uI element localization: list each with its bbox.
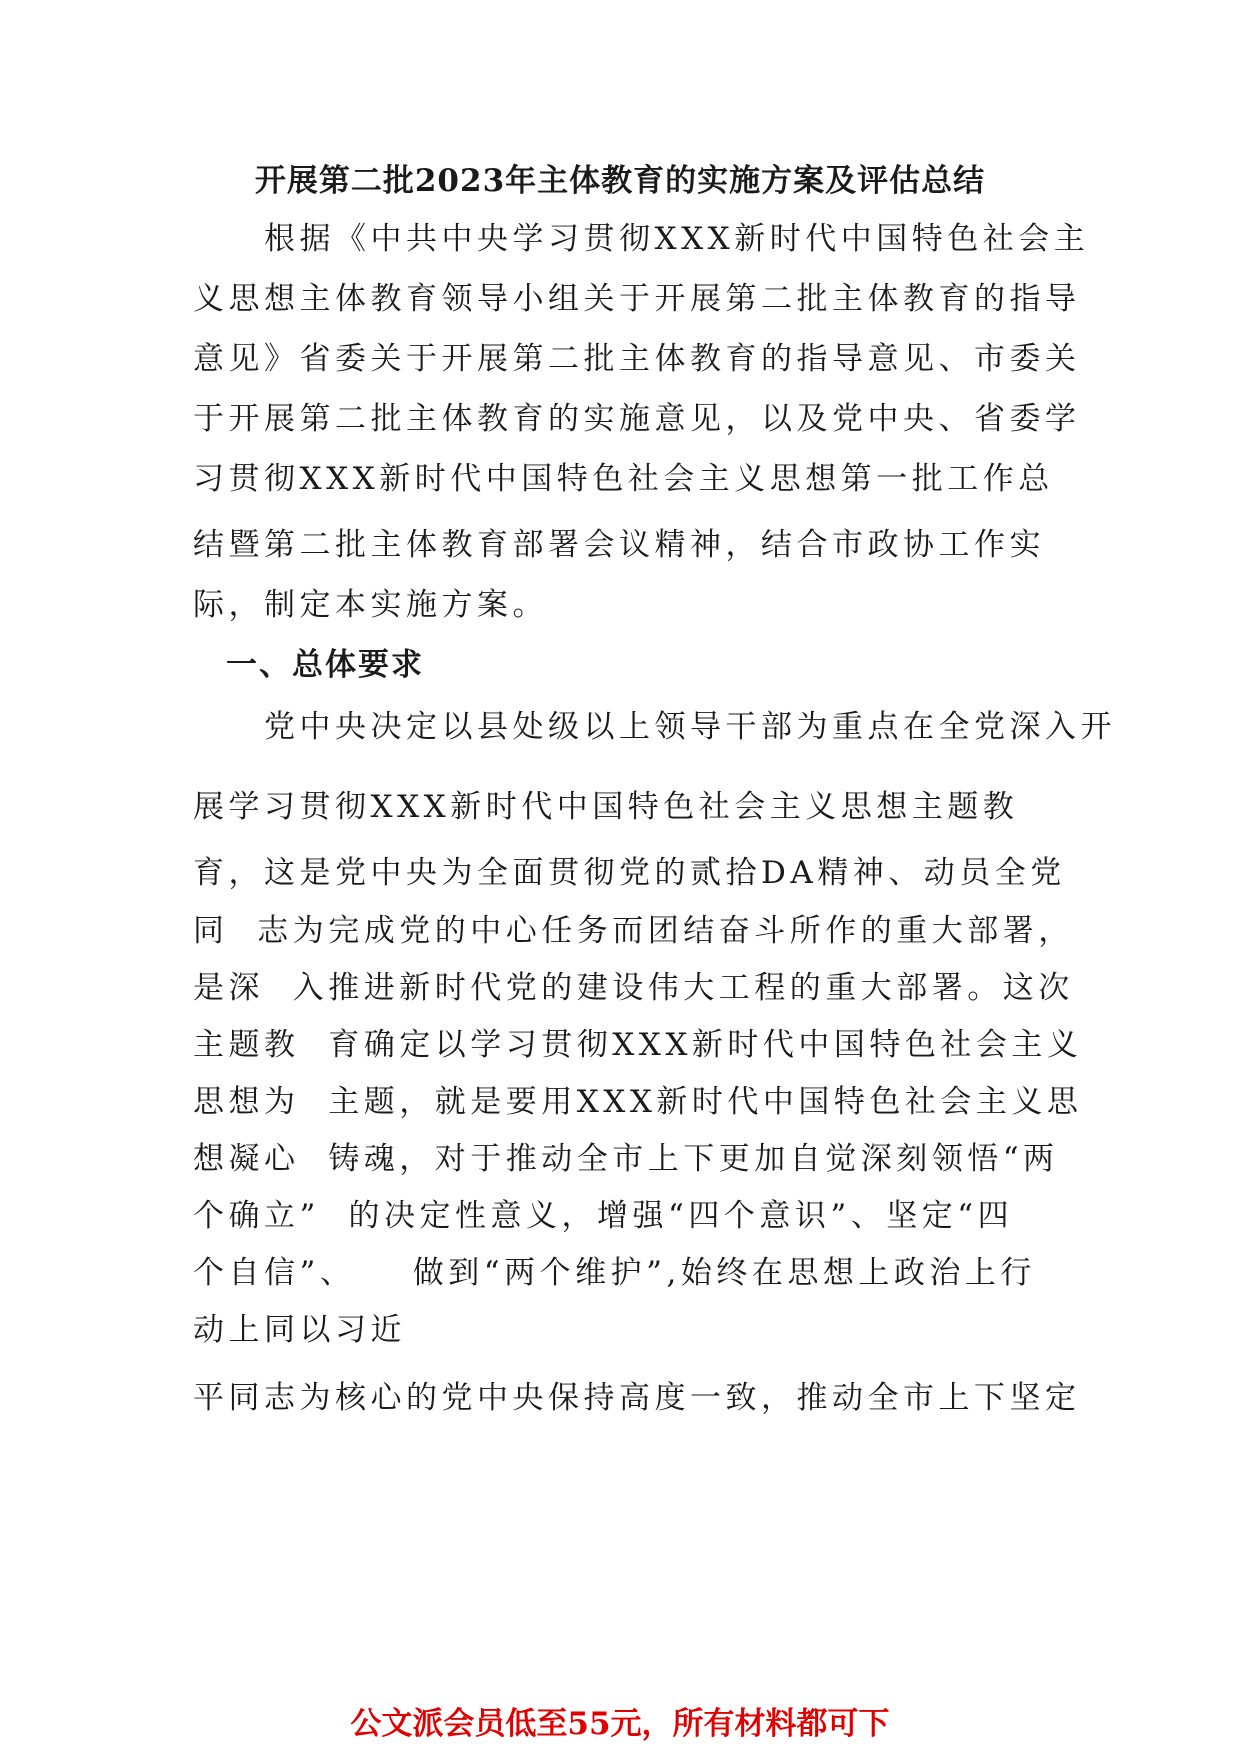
paragraph-line: 意见》省委关于开展第二批主体教育的指导意见、市委关 <box>193 341 1081 377</box>
paragraph-line: 结暨第二批主体教育部署会议精神，结合市政协工作实 <box>193 527 1045 563</box>
paragraph-line: 动上同以习近 <box>193 1312 406 1348</box>
paragraph-line: 同 志为完成党的中心任务而团结奋斗所作的重大部署， <box>193 913 1074 949</box>
paragraph-line: 个自信”、 做到“两个维护”,始终在思想上政治上行 <box>193 1255 1036 1291</box>
paragraph-line: 党中央决定以县处级以上领导干部为重点在全党深入开 <box>193 709 1116 745</box>
paragraph-line: 根据《中共中央学习贯彻XXX新时代中国特色社会主 <box>193 221 1090 257</box>
section-heading: 一、总体要求 <box>193 647 424 683</box>
paragraph-line: 际，制定本实施方案。 <box>193 587 548 623</box>
paragraph-line: 义思想主体教育领导小组关于开展第二批主体教育的指导 <box>193 281 1081 317</box>
paragraph-line: 是深 入推进新时代党的建设伟大工程的重大部署。这次 <box>193 970 1074 1006</box>
paragraph-line: 平同志为核心的党中央保持高度一致，推动全市上下坚定 <box>193 1380 1081 1416</box>
paragraph-line: 主题教 育确定以学习贯彻XXX新时代中国特色社会主义 <box>193 1027 1083 1063</box>
paragraph-line: 于开展第二批主体教育的实施意见，以及党中央、省委学 <box>193 401 1081 437</box>
paragraph-line: 习贯彻XXX新时代中国特色社会主义思想第一批工作总 <box>193 461 1054 497</box>
paragraph-line: 育，这是党中央为全面贯彻党的贰拾DA精神、动员全党 <box>193 855 1066 891</box>
paragraph-line: 展学习贯彻XXX新时代中国特色社会主义思想主题教 <box>193 789 1019 825</box>
paragraph-line: 个确立” 的决定性意义，增强“四个意识”、坚定“四 <box>193 1198 1014 1234</box>
promo-footer: 公文派会员低至55元，所有材料都可下 <box>350 1706 890 1742</box>
paragraph-line: 想凝心 铸魂，对于推动全市上下更加自觉深刻领悟“两 <box>193 1141 1059 1177</box>
paragraph-line: 思想为 主题，就是要用XXX新时代中国特色社会主义思 <box>193 1084 1083 1120</box>
document-title: 开展第二批2023年主体教育的实施方案及评估总结 <box>254 163 986 199</box>
